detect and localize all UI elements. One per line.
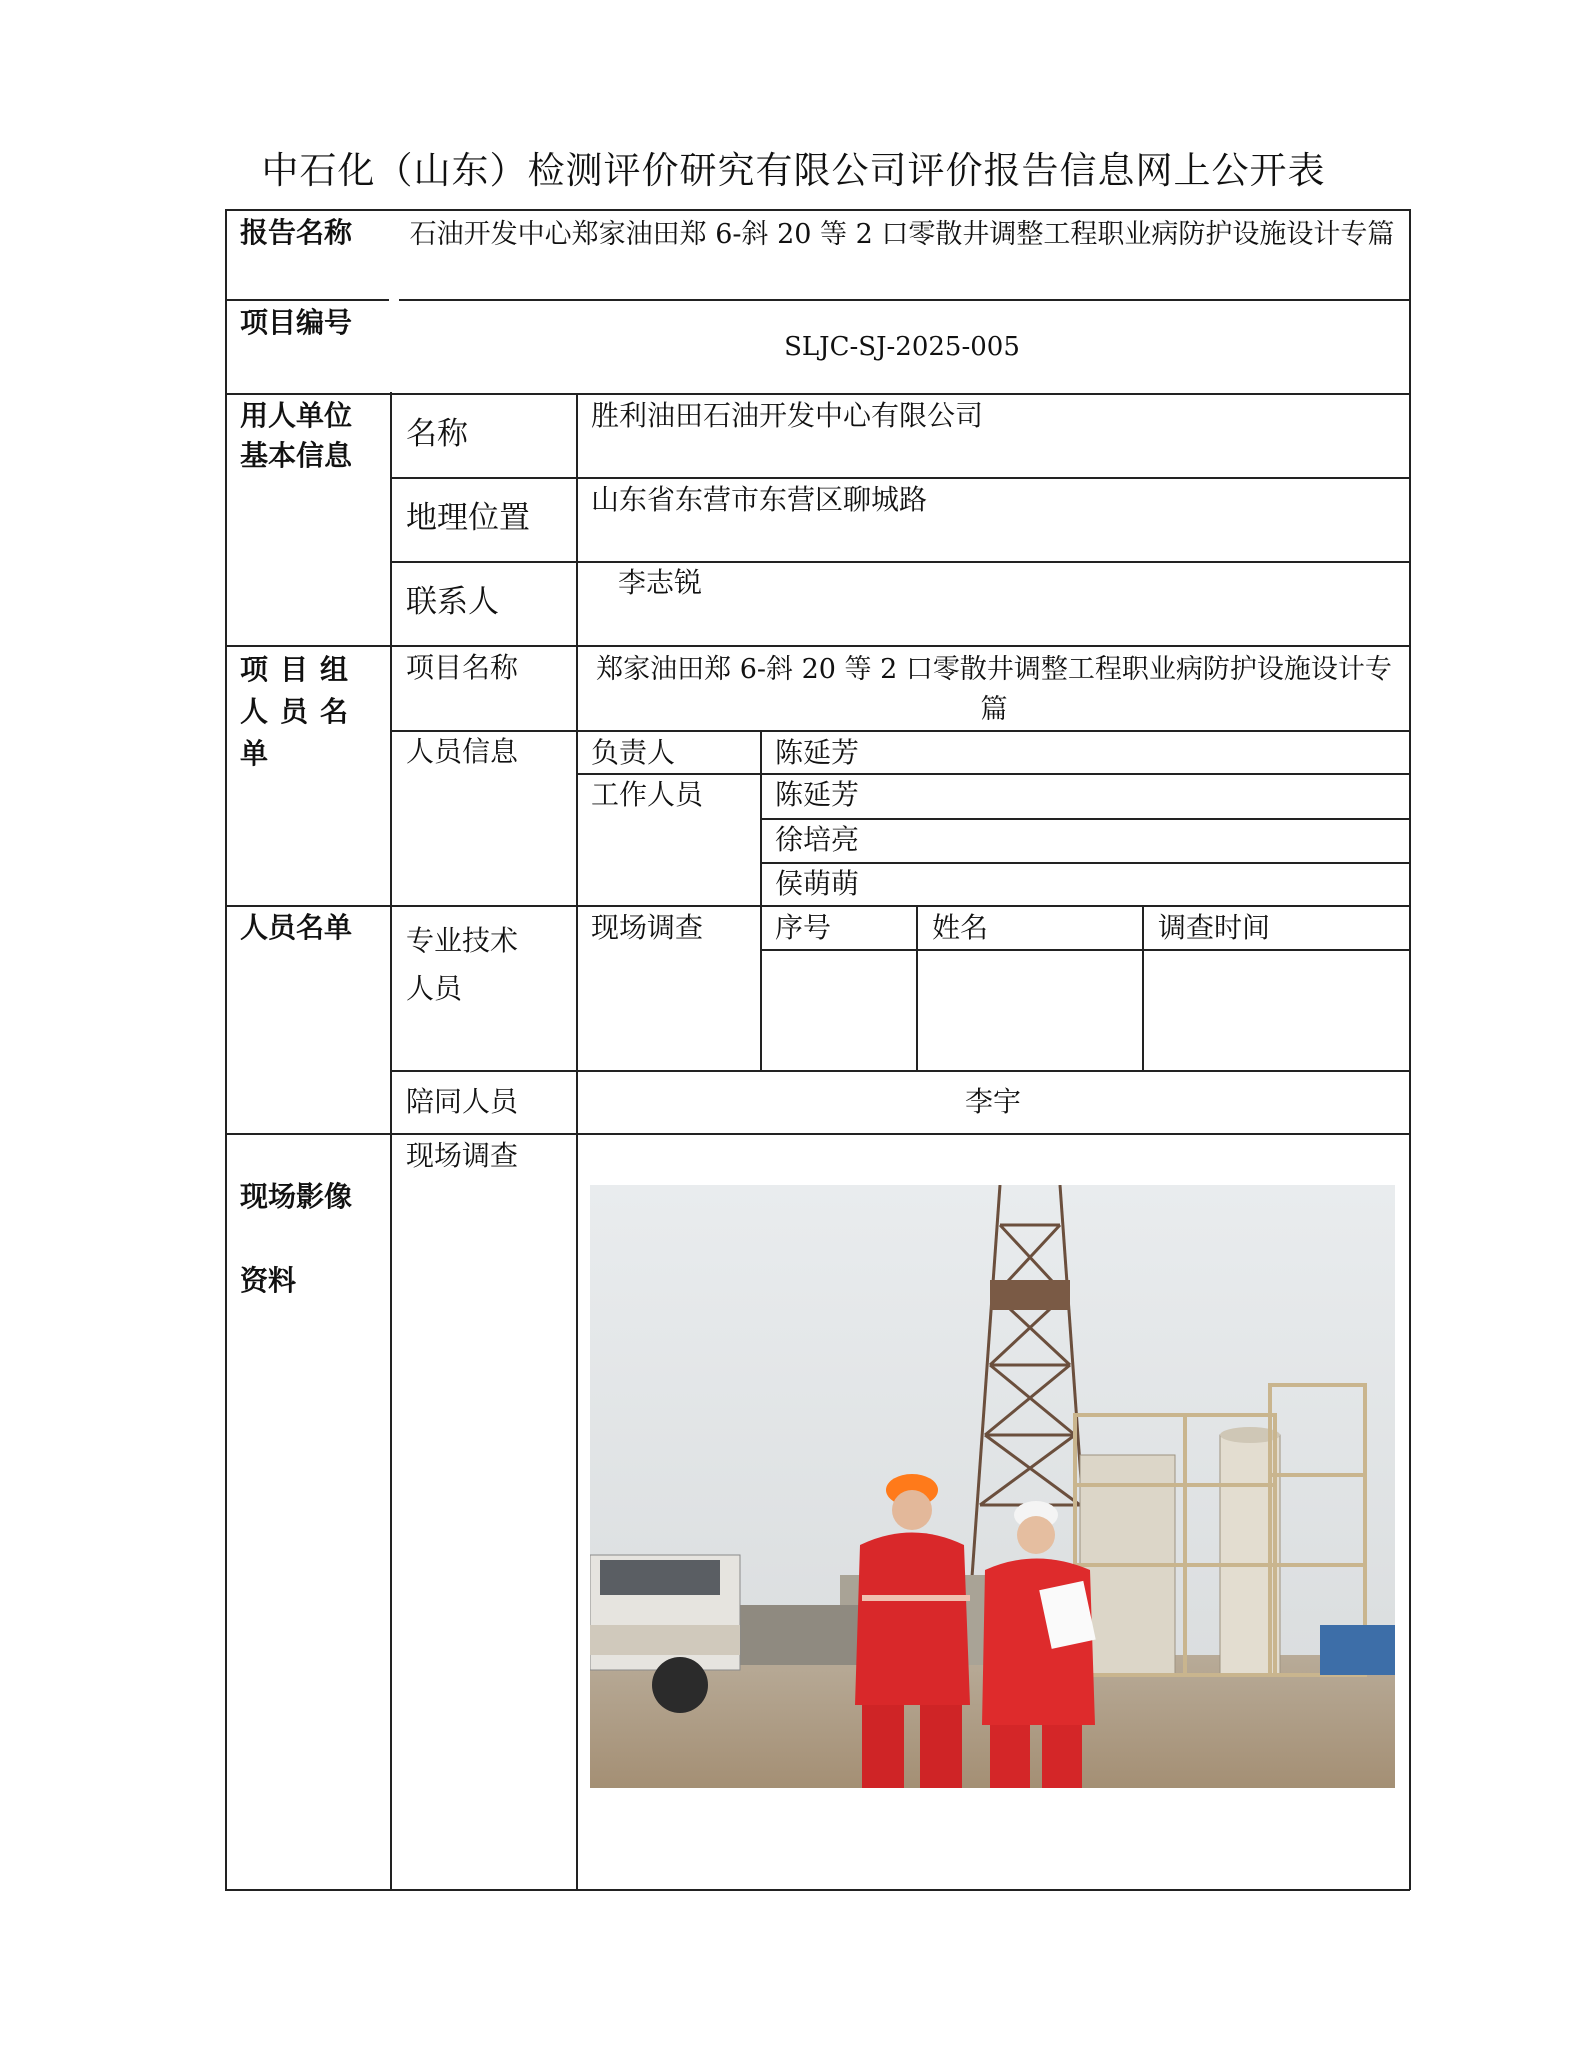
personnel-label: 人员名单 — [240, 911, 353, 944]
site-survey-label: 现场调查 — [406, 1139, 519, 1172]
site-images-label: 现场影像资料 — [240, 1180, 353, 1297]
project-name-label: 项目名称 — [406, 651, 519, 684]
employer-location-label: 地理位置 — [406, 500, 530, 536]
leader-label: 负责人 — [591, 736, 676, 769]
project-number-value: SLJC-SJ-2025-005 — [784, 332, 1020, 362]
project-name-value: 郑家油田郑 6-斜 20 等 2 口零散井调整工程职业病防护设施设计专篇 — [596, 654, 1392, 725]
column-header-name: 姓名 — [932, 911, 989, 944]
page-title: 中石化（山东）检测评价研究有限公司评价报告信息网上公开表 — [261, 149, 1326, 192]
employer-contact-label: 联系人 — [406, 584, 499, 620]
worker-item: 徐培亮 — [775, 823, 860, 856]
column-header-index: 序号 — [775, 911, 832, 944]
column-header-time: 调查时间 — [1158, 911, 1271, 944]
employer-contact-value: 李志锐 — [618, 566, 703, 599]
report-name-value: 石油开发中心郑家油田郑 6-斜 20 等 2 口零散井调整工程职业病防护设施设计专篇 — [409, 219, 1395, 250]
site-survey-photo — [590, 1185, 1395, 1788]
accompany-label: 陪同人员 — [406, 1085, 519, 1118]
technical-staff-label: 专业技术人员 — [406, 924, 519, 1005]
leader-value: 陈延芳 — [775, 736, 860, 769]
employer-location-value: 山东省东营市东营区聊城路 — [591, 483, 928, 516]
employer-name-value: 胜利油田石油开发中心有限公司 — [591, 399, 984, 432]
accompany-value: 李宇 — [964, 1085, 1021, 1118]
employer-name-label: 名称 — [406, 416, 468, 452]
worker-item: 侯萌萌 — [775, 867, 860, 900]
staff-info-label: 人员信息 — [406, 735, 519, 768]
project-number-label: 项目编号 — [240, 306, 353, 339]
survey-label: 现场调查 — [591, 911, 704, 944]
workers-label: 工作人员 — [591, 778, 704, 811]
project-team-label: 项目组人员名单 — [240, 653, 361, 770]
worker-item: 陈延芳 — [775, 778, 860, 811]
employer-section-label: 用人单位基本信息 — [240, 399, 353, 472]
report-name-label: 报告名称 — [240, 216, 353, 249]
